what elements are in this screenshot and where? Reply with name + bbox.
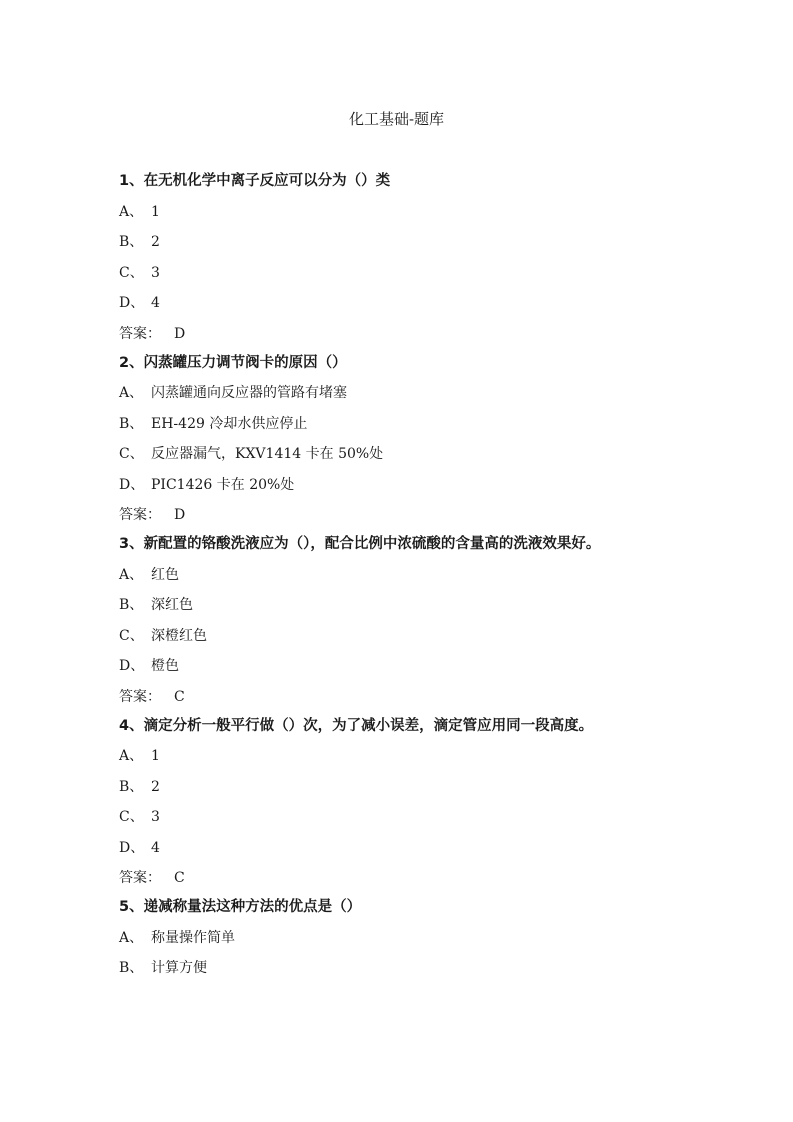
question-1 xyxy=(119,170,679,345)
option-letter: D、 xyxy=(119,839,145,856)
option-letter: D、 xyxy=(119,658,145,674)
option-text: 深橙红色 xyxy=(151,627,207,644)
option-letter: A、 xyxy=(119,929,144,946)
option-b xyxy=(119,957,679,979)
option-letter: C、 xyxy=(119,446,144,462)
option-c xyxy=(119,625,679,647)
option-d xyxy=(119,655,679,677)
option-letter: B、 xyxy=(119,778,144,795)
option-text: 3 xyxy=(151,809,160,825)
option-b xyxy=(119,413,679,435)
option-text: 3 xyxy=(151,264,160,281)
option-text: 称量操作简单 xyxy=(151,929,235,946)
option-letter: A、 xyxy=(119,385,144,401)
option-letter: B、 xyxy=(119,415,144,432)
option-letter: B、 xyxy=(119,234,144,250)
option-a xyxy=(119,382,679,404)
answer-label: 答案： xyxy=(119,507,161,523)
option-b xyxy=(119,231,679,253)
option-text: EH-429 冷却水供应停止 xyxy=(151,415,308,432)
option-d xyxy=(119,474,679,496)
option-text: 2 xyxy=(151,234,160,250)
question-3 xyxy=(119,533,679,708)
option-letter: C、 xyxy=(119,809,144,825)
question-title: 2、闪蒸罐压力调节阀卡的原因（） xyxy=(119,354,347,371)
option-b xyxy=(119,594,679,616)
option-text: PIC1426 卡在 20%处 xyxy=(151,476,295,493)
answer-line xyxy=(119,867,679,889)
answer-line xyxy=(119,686,679,708)
question-4 xyxy=(119,715,679,890)
option-c xyxy=(119,806,679,828)
option-a xyxy=(119,564,679,586)
option-letter: A、 xyxy=(119,566,144,583)
option-text: 1 xyxy=(151,748,160,764)
answer-line xyxy=(119,323,679,345)
option-text: 4 xyxy=(151,295,160,311)
answer-value: D xyxy=(174,507,186,523)
option-text: 计算方便 xyxy=(151,960,207,976)
option-letter: C、 xyxy=(119,264,144,281)
option-letter: A、 xyxy=(119,748,144,764)
option-d xyxy=(119,292,679,314)
option-c xyxy=(119,443,679,465)
question-list xyxy=(119,170,679,979)
question-2 xyxy=(119,352,679,527)
option-letter: A、 xyxy=(119,203,144,220)
option-text: 红色 xyxy=(151,566,179,583)
option-c xyxy=(119,262,679,284)
answer-value: C xyxy=(174,870,185,886)
option-text: 反应器漏气，KXV1414 卡在 50%处 xyxy=(151,446,384,462)
option-letter: B、 xyxy=(119,597,144,613)
option-letter: C、 xyxy=(119,627,144,644)
answer-label: 答案： xyxy=(119,688,161,705)
option-b xyxy=(119,776,679,798)
question-title: 3、新配置的铬酸洗液应为（），配合比例中浓硫酸的含量高的洗液效果好。 xyxy=(119,536,601,552)
option-letter: D、 xyxy=(119,476,145,493)
option-letter: D、 xyxy=(119,295,145,311)
option-a xyxy=(119,201,679,223)
question-5 xyxy=(119,896,679,979)
option-letter: B、 xyxy=(119,960,144,976)
question-title: 1、在无机化学中离子反应可以分为（）类 xyxy=(119,173,391,189)
answer-value: C xyxy=(174,688,185,705)
answer-label: 答案： xyxy=(119,325,161,342)
option-text: 1 xyxy=(151,203,160,220)
option-text: 4 xyxy=(151,839,160,856)
document-title: 化工基础-题库 xyxy=(348,110,445,128)
option-d xyxy=(119,837,679,859)
option-a xyxy=(119,927,679,949)
option-text: 2 xyxy=(151,778,160,795)
question-title: 5、递减称量法这种方法的优点是（） xyxy=(119,899,362,915)
option-a xyxy=(119,745,679,767)
question-title: 4、滴定分析一般平行做（）次，为了减小误差，滴定管应用同一段高度。 xyxy=(119,717,594,734)
answer-label: 答案： xyxy=(119,870,161,886)
answer-value: D xyxy=(174,325,186,342)
answer-line xyxy=(119,504,679,526)
option-text: 橙色 xyxy=(151,658,179,674)
option-text: 闪蒸罐通向反应器的管路有堵塞 xyxy=(151,385,347,401)
option-text: 深红色 xyxy=(151,597,193,613)
